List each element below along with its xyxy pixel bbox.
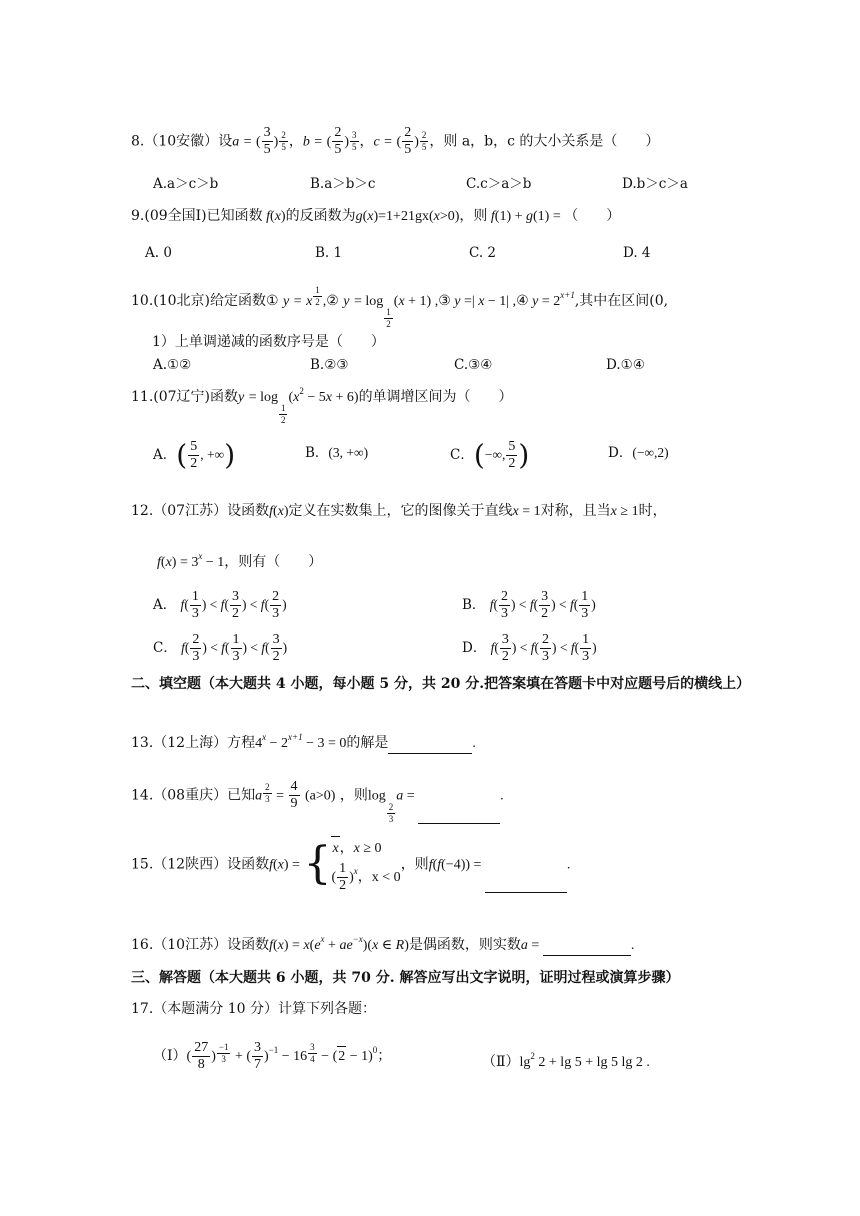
question-number: 8. <box>131 133 145 150</box>
option-a[interactable]: A.①② <box>153 357 192 373</box>
question-10: 10.(10北京)给定函数① y = x $\frac{1}{2}$ ,② y = log $\frac{1}{2}$ (x + 1) ,③ y =| x − 1| ,④ $y = 2^{x+1}$,其中在区间(0, <box>131 285 669 329</box>
question-11: 11.(07辽宁)函数y = log $\frac{1}{2}$ $(x^2 - 5x + 6)$的单调增区间为（ ） <box>131 386 513 425</box>
option-c[interactable]: C. 2 <box>469 245 497 261</box>
option-a[interactable]: A. 0 <box>145 245 172 261</box>
question-16: 16.（10江苏）设函数$f(x) = x(e^x + ae^{-x})(x$ ∈ R)是偶函数，则实数a = . <box>131 929 634 956</box>
option-d[interactable]: D．(−∞,2) <box>608 445 669 461</box>
question-17-part-1: （Ⅰ）( $\frac{27}{8}$ ) $\frac{-1}{3}$ + ( $\frac{3}{7}$ )$^{-1}$ − 16 $\frac{3}{4}$ − $(2 - 1)^0$； <box>153 1039 392 1072</box>
option-c[interactable]: C.c＞a＞b <box>466 176 532 192</box>
question-8: 8.（10安徽）设a = ( $\frac{3}{5}$ ) $\frac{2}{5}$ ，b = ( $\frac{2}{5}$ ) $\frac{3}{5}$ ，c = ( $\frac{2}{5}$ ) $\frac{2}{5}$ ，则 a，b，c 的大小关系是（ ） <box>131 125 660 157</box>
option-a[interactable]: A． f( $\frac{1}{3}$ ) < f( $\frac{3}{2}$ ) < f( $\frac{2}{3}$ ) <box>153 589 287 621</box>
question-17: 17.（本题满分 10 分）计算下列各题： <box>131 1001 376 1017</box>
answer-blank[interactable] <box>543 941 631 956</box>
option-b[interactable]: B.a＞b＞c <box>310 176 376 192</box>
option-b[interactable]: B.②③ <box>310 357 349 373</box>
option-d[interactable]: D.①④ <box>606 357 645 373</box>
option-a[interactable]: A.a＞c＞b <box>153 176 219 192</box>
option-b[interactable]: B．(3, +∞) <box>305 445 369 461</box>
question-12-line2: $f(x) = 3^x - 1$，则有（ ） <box>157 551 323 570</box>
option-b[interactable]: B. 1 <box>315 245 343 261</box>
question-source: （10安徽） <box>144 133 219 150</box>
option-c[interactable]: C．(−∞, $\frac{5}{2}$ ) <box>450 438 530 472</box>
question-13: 13.（12上海）方程$4^x - 2^{x+1} - 3 = 0$的解是 . <box>131 727 476 754</box>
question-17-part-2: $(Ⅱ)\lg^2$ 2 + lg 5 + lg 5 lg 2 . <box>482 1051 650 1070</box>
option-a[interactable]: A．( $\frac{5}{2}$ , +∞) <box>153 438 236 472</box>
option-d[interactable]: D． f( $\frac{3}{2}$ ) < f( $\frac{2}{3}$ ) < f( $\frac{1}{3}$ ) <box>462 632 597 664</box>
option-d[interactable]: D.b＞c＞a <box>622 176 688 192</box>
question-12: 12.（07江苏）设函数f(x)定义在实数集上，它的图像关于直线x = 1对称，且当x ≥ 1时， <box>131 503 667 519</box>
question-14: 14.（08重庆）已知a $\frac{2}{3}$ = $\frac{4}{9}$ (a>0) ，则log $\frac{2}{3}$ a = . <box>131 779 504 824</box>
option-c[interactable]: C.③④ <box>454 357 493 373</box>
question-9: 9.(09全国Ⅰ)已知函数 f(x)的反函数为g(x)=1+21gx(x>0)，则 f(1) + g(1) = （ ） <box>131 208 621 224</box>
option-c[interactable]: C． f( $\frac{2}{3}$ ) < f( $\frac{1}{3}$ ) < f( $\frac{3}{2}$ ) <box>153 632 288 664</box>
option-d[interactable]: D. 4 <box>623 245 651 261</box>
section-2-heading: 二、填空题（本大题共 4 小题，每小题 5 分，共 20 分.把答案填在答题卡中对应题号后的横线上） <box>131 676 751 692</box>
section-3-heading: 三、解答题（本大题共 6 小题，共 70 分. 解答应写出文字说明，证明过程或演算步骤） <box>131 970 680 986</box>
answer-blank[interactable] <box>485 878 567 893</box>
question-15: 15.（12陕西）设函数f(x) = { x，x ≥ 0 ( $\frac{1}{2}$ )$^x$，x < 0 ，则f(f(−4)) = . <box>131 836 570 893</box>
question-10-line2: 1）上单调递减的函数序号是（ ） <box>152 334 385 350</box>
answer-blank[interactable] <box>418 809 500 824</box>
option-b[interactable]: B． f( $\frac{2}{3}$ ) < f( $\frac{3}{2}$ ) < f( $\frac{1}{3}$ ) <box>462 589 596 621</box>
answer-blank[interactable] <box>388 739 472 754</box>
